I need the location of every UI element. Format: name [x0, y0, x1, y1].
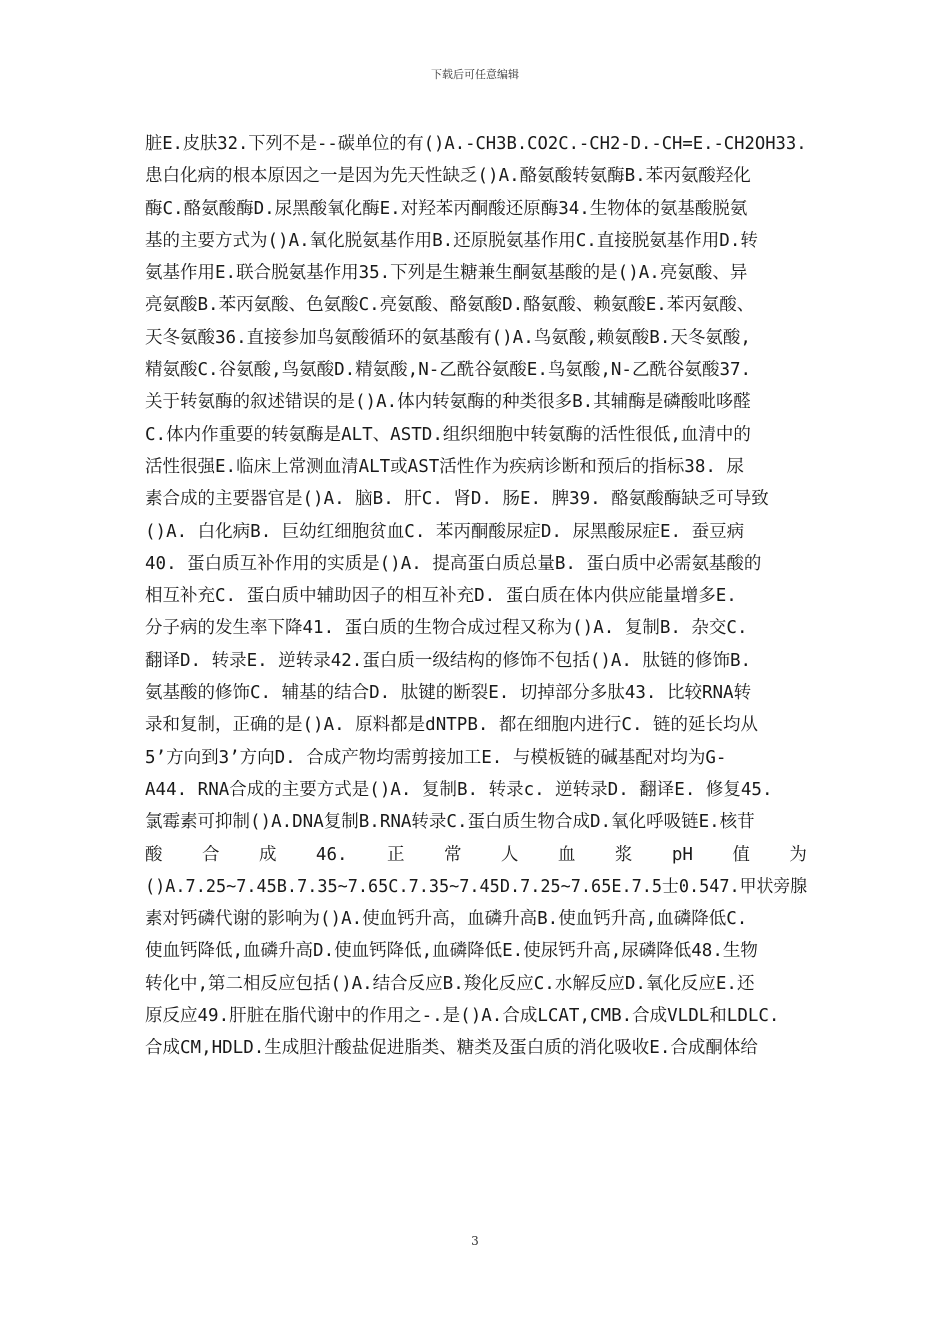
spaced-word: 合: [201, 844, 220, 865]
page-header: 下载后可任意编辑: [431, 68, 519, 81]
text-line: 氨基作用E.联合脱氨基作用35.下列是生糖兼生酮氨基酸的是()A.亮氨酸、异: [145, 263, 748, 284]
spaced-word: 血: [557, 844, 576, 865]
text-line: 使血钙降低,血磷升高D.使血钙降低,血磷降低E.使尿钙升高,尿磷降低48.生物: [145, 941, 758, 962]
text-line: 基的主要方式为()A.氧化脱氨基作用B.还原脱氨基作用C.直接脱氨基作用D.转: [145, 230, 758, 251]
spaced-word: 常: [443, 844, 462, 865]
text-line: 氨基酸的修饰C. 辅基的结合D. 肽键的断裂E. 切掉部分多肽43. 比较RNA转: [145, 683, 752, 704]
text-line: 亮氨酸B.苯丙氨酸、色氨酸C.亮氨酸、酪氨酸D.酪氨酸、赖氨酸E.苯丙氨酸、: [145, 295, 755, 316]
text-line: 40. 蛋白质互补作用的实质是()A. 提高蛋白质总量B. 蛋白质中必需氨基酸的: [145, 553, 762, 574]
text-line: C.体内作重要的转氨酶是ALT、ASTD.组织细胞中转氨酶的活性很低,血清中的: [145, 424, 751, 445]
text-line: 酶C.酪氨酸酶D.尿黑酸氧化酶E.对羟苯丙酮酸还原酶34.生物体的氨基酸脱氨: [145, 198, 748, 219]
text-line: 相互补充C. 蛋白质中辅助因子的相互补充D. 蛋白质在体内供应能量增多E.: [145, 586, 737, 607]
text-line: 5’方向到3’方向D. 合成产物均需剪接加工E. 与模板链的碱基配对均为G-: [145, 747, 727, 768]
text-line: A44. RNA合成的主要方式是()A. 复制B. 转录c. 逆转录D. 翻译E. 修复45.: [145, 779, 773, 800]
spaced-word: 浆: [614, 844, 633, 865]
text-line: 翻译D. 转录E. 逆转录42.蛋白质一级结构的修饰不包括()A. 肽链的修饰B.: [145, 650, 752, 671]
text-line: ()A. 白化病B. 巨幼红细胞贫血C. 苯丙酮酸尿症D. 尿黑酸尿症E. 蚕豆病: [145, 521, 745, 542]
text-line: 素对钙磷代谢的影响为()A.使血钙升高，血磷升高B.使血钙升高,血磷降低C.: [145, 909, 748, 930]
text-line: ()A.7.25~7.45B.7.35~7.65C.7.35~7.45D.7.25~7.65E.7.5士0.547.甲状旁腺: [145, 876, 808, 897]
text-line: 合成CM,HDLD.生成胆汁酸盐促进脂类、糖类及蛋白质的消化吸收E.合成酮体给: [145, 1038, 758, 1059]
spaced-word: 46.: [315, 844, 348, 865]
text-line: 原反应49.肝脏在脂代谢中的作用之-.是()A.合成LCAT,CMB.合成VLDL和LDLC.: [145, 1006, 780, 1027]
page-number: 3: [471, 1234, 479, 1248]
spaced-word: 为: [789, 844, 807, 865]
spaced-word: 人: [500, 844, 519, 865]
text-line: 氯霉素可抑制()A.DNA复制B.RNA转录C.蛋白质生物合成D.氧化呼吸链E.核苷: [145, 812, 755, 833]
spaced-word: pH: [671, 844, 693, 865]
text-line: 分子病的发生率下降41. 蛋白质的生物合成过程又称为()A. 复制B. 杂交C.: [145, 618, 748, 639]
text-line: 天冬氨酸36.直接参加鸟氨酸循环的氨基酸有()A.鸟氨酸,赖氨酸B.天冬氨酸,: [145, 327, 751, 348]
text-line: 转化中,第二相反应包括()A.结合反应B.羧化反应C.水解反应D.氧化反应E.还: [145, 973, 755, 994]
text-line: 脏E.皮肤32.下列不是--碳单位的有()A.-CH3B.CO2C.-CH2-D.-CH=E.-CH2OH33.: [145, 134, 807, 154]
text-line: 关于转氨酶的叙述错误的是()A.体内转氨酶的种类很多B.其辅酶是磷酸吡哆醛: [145, 392, 751, 413]
text-line: 素合成的主要器官是()A. 脑B. 肝C. 肾D. 肠E. 脾39. 酪氨酸酶缺乏可导致: [145, 489, 769, 510]
spaced-word: 酸: [145, 844, 163, 865]
text-line: 患白化病的根本原因之一是因为先天性缺乏()A.酪氨酸转氨酶B.苯丙氨酸羟化: [145, 166, 751, 187]
text-line: 活性很强E.临床上常测血清ALT或AST活性作为疾病诊断和预后的指标38. 尿: [145, 456, 744, 477]
text-line: 录和复制，正确的是()A. 原料都是dNTPB. 都在细胞内进行C. 链的延长均从: [145, 715, 759, 736]
spaced-word: 正: [386, 844, 405, 865]
spaced-word: 成: [258, 844, 277, 865]
text-line: 精氨酸C.谷氨酸,鸟氨酸D.精氨酸,N-乙酰谷氨酸E.鸟氨酸,N-乙酰谷氨酸37.: [145, 360, 752, 381]
spaced-word: 值: [732, 844, 750, 865]
justified-line: [145, 839, 807, 871]
body-text: [145, 128, 807, 1065]
